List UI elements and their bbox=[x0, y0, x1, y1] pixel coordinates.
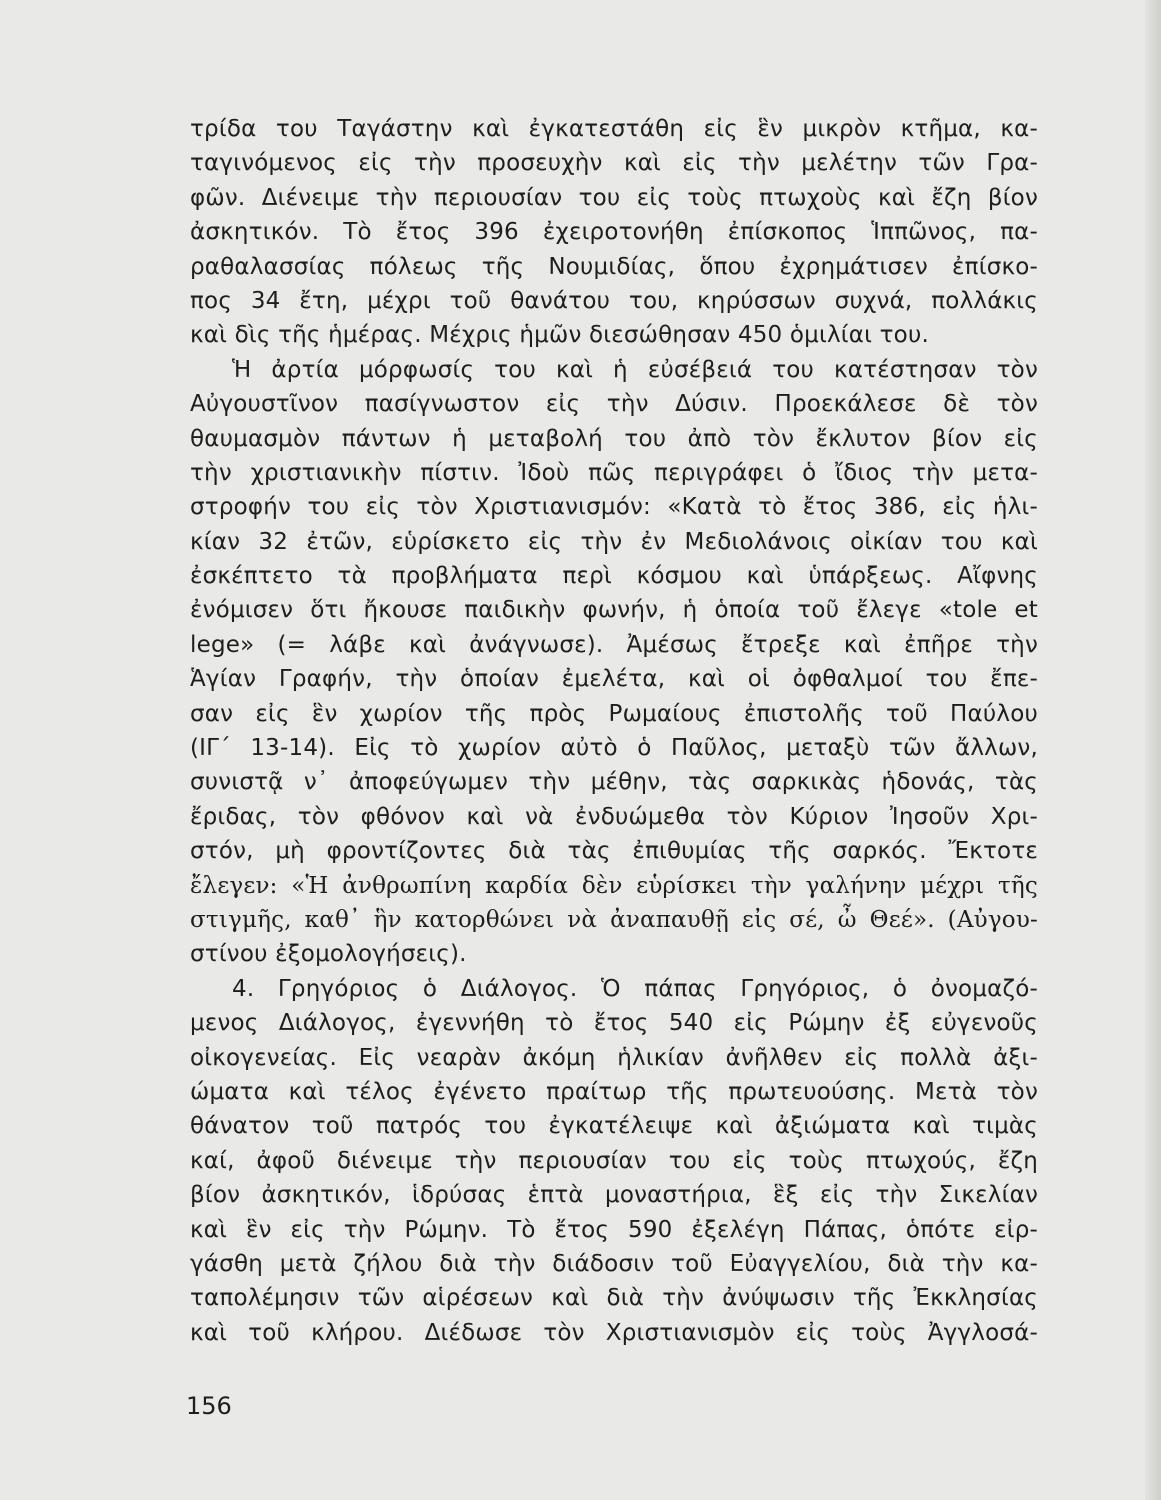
page-number: 156 bbox=[186, 1392, 232, 1420]
text-line: καὶ τοῦ κλήρου. Διέδωσε τὸν Χριστιανισμὸν εἰς τοὺς Ἀγγλοσά- bbox=[190, 1319, 1038, 1346]
text-line: πος 34 ἔτη, μέχρι τοῦ θανάτου του, κηρύσσων συχνά, πολλάκις bbox=[190, 287, 1038, 314]
text-line: οἰκογενείας. Εἰς νεαρὰν ἀκόμη ἡλικίαν ἀνῆλθεν εἰς πολλὰ ἀξι- bbox=[190, 1044, 1038, 1071]
text-line: καί, ἀφοῦ διένειμε τὴν περιουσίαν του εἰς τοὺς πτωχούς, ἔζη bbox=[190, 1147, 1038, 1174]
text-line: ἀσκητικόν. Τὸ ἔτος 396 ἐχειροτονήθη ἐπίσκοπος Ἱππῶνος, πα- bbox=[190, 219, 1038, 246]
text-line: ἔριδας, τὸν φθόνον καὶ νὰ ἐνδυώμεθα τὸν Κύριον Ἰησοῦν Χρι- bbox=[190, 803, 1038, 830]
body-text bbox=[190, 112, 1038, 1350]
text-line: στιγμῆς, καθ᾽ ἣν κατορθώνει νὰ ἀναπαυθῇ εἰς σέ, ὦ Θεέ». (Αὐγου- bbox=[190, 906, 1038, 933]
text-line: ταγινόμενος εἰς τὴν προσευχὴν καὶ εἰς τὴν μελέτην τῶν Γρα- bbox=[190, 150, 1038, 177]
text-line: Ἁγίαν Γραφήν, τὴν ὁποίαν ἐμελέτα, καὶ οἱ ὀφθαλμοί του ἔπε- bbox=[190, 666, 1038, 693]
text-line: μενος Διάλογος, ἐγεννήθη τὸ ἔτος 540 εἰς Ρώμην ἐξ εὐγενοῦς bbox=[190, 1010, 1038, 1037]
text-line: θάνατον τοῦ πατρός του ἐγκατέλειψε καὶ ἀξιώματα καὶ τιμὰς bbox=[190, 1113, 1038, 1140]
text-line: θαυμασμὸν πάντων ἡ μεταβολή του ἀπὸ τὸν ἔκλυτον βίον εἰς bbox=[190, 425, 1038, 452]
text-line: στόν, μὴ φροντίζοντες διὰ τὰς ἐπιθυμίας τῆς σαρκός. Ἔκτοτε bbox=[190, 838, 1038, 865]
text-line: (ΙΓ΄ 13-14). Εἰς τὸ χωρίον αὐτὸ ὁ Παῦλος, μεταξὺ τῶν ἄλλων, bbox=[190, 735, 1038, 762]
text-line: ταπολέμησιν τῶν αἱρέσεων καὶ διὰ τὴν ἀνύψωσιν τῆς Ἐκκλησίας bbox=[190, 1285, 1038, 1312]
section-heading-line: 4. Γρηγόριος ὁ Διάλογος. Ὁ πάπας Γρηγόριος, ὁ ὀνομαζό- bbox=[232, 975, 1038, 1002]
text-line: τὴν χριστιανικὴν πίστιν. Ἰδοὺ πῶς περιγράφει ὁ ἴδιος τὴν μετα- bbox=[190, 459, 1038, 486]
text-line: κίαν 32 ἐτῶν, εὑρίσκετο εἰς τὴν ἐν Μεδιολάνοις οἰκίαν του καὶ bbox=[190, 528, 1038, 555]
text-line: καὶ ἓν εἰς τὴν Ρώμην. Τὸ ἔτος 590 ἐξελέγη Πάπας, ὁπότε εἰρ- bbox=[190, 1216, 1038, 1243]
text-line: συνιστᾷ ν᾽ ἀποφεύγωμεν τὴν μέθην, τὰς σαρκικὰς ἡδονάς, τὰς bbox=[190, 769, 1038, 796]
page-edge-shadow bbox=[1145, 0, 1161, 1500]
text-line: Ἡ ἀρτία μόρφωσίς του καὶ ἡ εὐσέβειά του κατέστησαν τὸν bbox=[232, 356, 1038, 383]
text-line: βίον ἀσκητικόν, ἱδρύσας ἑπτὰ μοναστήρια, ἓξ εἰς τὴν Σικελίαν bbox=[190, 1182, 1038, 1209]
text-line: γάσθη μετὰ ζήλου διὰ τὴν διάδοσιν τοῦ Εὐαγγελίου, διὰ τὴν κα- bbox=[190, 1250, 1038, 1277]
text-line: στροφήν του εἰς τὸν Χριστιανισμόν: «Κατὰ τὸ ἔτος 386, εἰς ἡλι- bbox=[190, 494, 1038, 521]
text-line: σαν εἰς ἓν χωρίον τῆς πρὸς Ρωμαίους ἐπιστολῆς τοῦ Παύλου bbox=[190, 700, 1038, 727]
text-line: ἐνόμισεν ὅτι ἤκουσε παιδικὴν φωνήν, ἡ ὁποία τοῦ ἔλεγε «tole et bbox=[190, 597, 1038, 624]
text-line: τρίδα του Ταγάστην καὶ ἐγκατεστάθη εἰς ἓν μικρὸν κτῆμα, κα- bbox=[190, 116, 1038, 142]
text-line: Αὐγουστῖνον πασίγνωστον εἰς τὴν Δύσιν. Προεκάλεσε δὲ τὸν bbox=[190, 391, 1038, 418]
text-line: ἔλεγεν: «Ἡ ἀνθρωπίνη καρδία δὲν εὑρίσκει τὴν γαλήνην μέχρι τῆς bbox=[190, 872, 1038, 899]
text-line: lege» (= λάβε καὶ ἀνάγνωσε). Ἀμέσως ἔτρεξε καὶ ἐπῆρε τὴν bbox=[190, 631, 1038, 658]
text-line: καὶ δὶς τῆς ἡμέρας. Μέχρις ἡμῶν διεσώθησαν 450 ὁμιλίαι του. bbox=[190, 322, 929, 349]
text-line: ραθαλασσίας πόλεως τῆς Νουμιδίας, ὅπου ἐχρημάτισεν ἐπίσκο- bbox=[190, 253, 1038, 280]
text-line: ἐσκέπτετο τὰ προβλήματα περὶ κόσμου καὶ ὑπάρξεως. Αἴφνης bbox=[190, 563, 1038, 590]
text-line: στίνου ἐξομολογήσεις). bbox=[190, 941, 467, 968]
text-line: ώματα καὶ τέλος ἐγένετο πραίτωρ τῆς πρωτευούσης. Μετὰ τὸν bbox=[190, 1078, 1038, 1105]
text-line: φῶν. Διένειμε τὴν περιουσίαν του εἰς τοὺς πτωχοὺς καὶ ἔζη βίον bbox=[190, 184, 1038, 211]
